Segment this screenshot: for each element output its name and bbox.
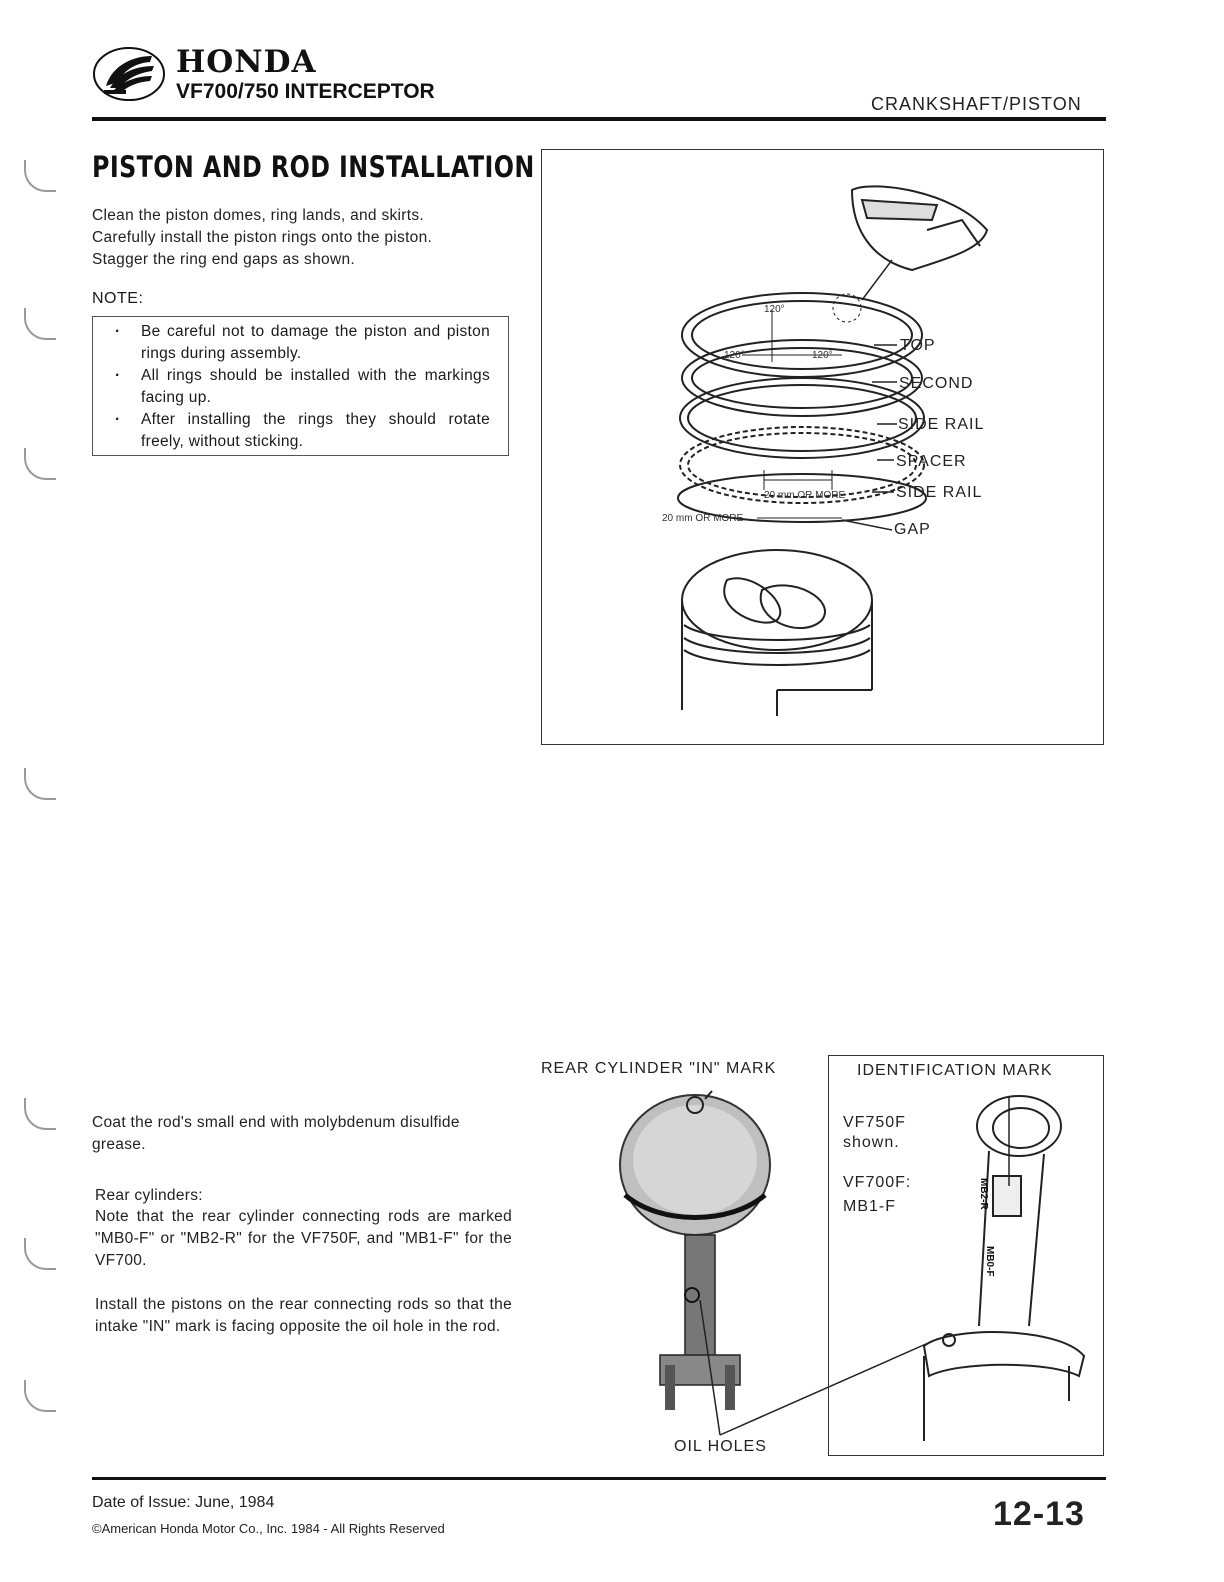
ring-label-side-rail: SIDE RAIL (896, 484, 983, 501)
piston-ring-figure (541, 149, 1104, 745)
binder-hole (24, 1098, 56, 1130)
issue-date: Date of Issue: June, 1984 (92, 1494, 275, 1511)
gap-distance-label: 20 mm OR MORE (662, 513, 744, 524)
ring-label-top: TOP (900, 337, 936, 354)
binder-hole (24, 308, 56, 340)
intro-text (92, 205, 512, 271)
oil-holes-label: OIL HOLES (674, 1438, 767, 1455)
identification-figure (828, 1055, 1104, 1456)
note-item: · Be careful not to damage the piston and piston rings during assembly. (141, 321, 490, 365)
rod-mark-text: MB2-R (978, 1178, 989, 1210)
ring-label-gap: GAP (894, 521, 931, 538)
note-item: · All rings should be installed with the markings facing up. (141, 365, 490, 409)
ring-label-side-rail: SIDE RAIL (898, 416, 985, 433)
binder-hole (24, 160, 56, 192)
binder-hole (24, 768, 56, 800)
binder-hole (24, 448, 56, 480)
header-rule (92, 117, 1106, 121)
angle-label: 120° (724, 350, 745, 361)
id-mark-title: IDENTIFICATION MARK (857, 1062, 1053, 1079)
ring-label-spacer: SPACER (896, 453, 967, 470)
intro-line: Clean the piston domes, ring lands, and skirts. (92, 207, 425, 224)
vf700-label: VF700F: (843, 1174, 912, 1191)
copyright: ©American Honda Motor Co., Inc. 1984 - All Rights Reserved (92, 1521, 445, 1536)
rod-mark-text: MB0-F (984, 1246, 995, 1277)
binder-hole (24, 1380, 56, 1412)
vf700-code: MB1-F (843, 1198, 896, 1215)
rear-cylinders-heading: Rear cylinders: (95, 1187, 203, 1204)
rod-grease-text: Coat the rod's small end with molybdenum disulfide grease. (92, 1114, 460, 1153)
install-note: Install the pistons on the rear connecting rods so that the intake "IN" mark is facing opposite the oil hole in the rod. (95, 1296, 512, 1335)
page-title: PISTON AND ROD INSTALLATION (92, 150, 535, 184)
angle-label: 120° (764, 304, 785, 315)
gap-distance-label: 20 mm OR MORE (764, 490, 846, 501)
section-title: CRANKSHAFT/PISTON (871, 94, 1082, 114)
rear-in-mark-label: REAR CYLINDER "IN" MARK (541, 1060, 777, 1077)
intro-line: Stagger the ring end gaps as shown. (92, 251, 355, 268)
footer-rule (92, 1477, 1106, 1480)
page-number: 12-13 (993, 1495, 1085, 1533)
note-label: NOTE: (92, 290, 144, 307)
model-name: VF700/750 INTERCEPTOR (176, 80, 435, 103)
intro-line: Carefully install the piston rings onto the piston. (92, 229, 433, 246)
angle-label: 120° (812, 350, 833, 361)
brand-name: HONDA (176, 44, 317, 80)
piston-ring-illustration (542, 150, 1103, 744)
note-item: · After installing the rings they should rotate freely, without sticking. (141, 409, 490, 453)
honda-wing-logo (92, 46, 166, 102)
shown-label: shown. (843, 1134, 900, 1151)
note-box (92, 316, 509, 456)
binder-hole (24, 1238, 56, 1270)
connecting-rod-illustration (829, 1056, 1103, 1455)
ring-label-second: SECOND (899, 375, 974, 392)
rear-cylinders-note: Note that the rear cylinder connecting rods are marked "MB0-F" or "MB2-R" for the VF750F, and "MB1-F" for the VF700. (95, 1208, 512, 1269)
model-shown-label: VF750F (843, 1114, 906, 1131)
